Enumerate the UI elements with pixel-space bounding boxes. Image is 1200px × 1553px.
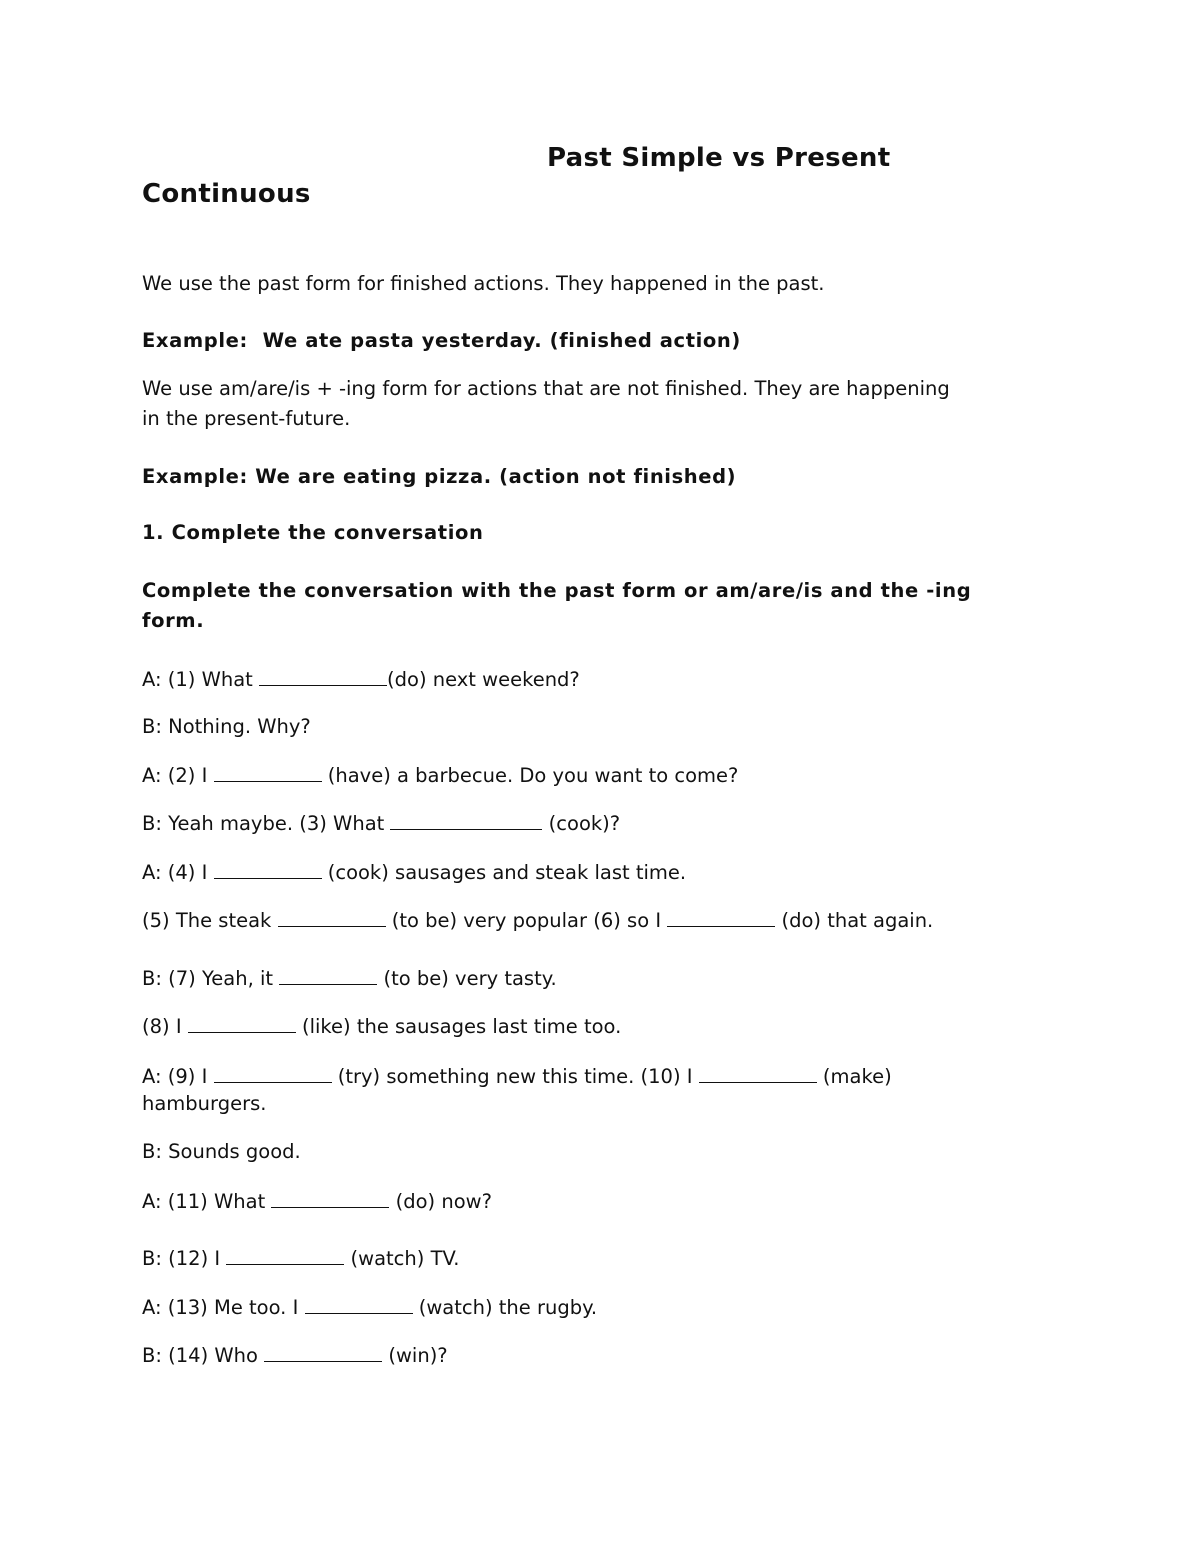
dialogue-line-13	[142, 1246, 460, 1271]
answer-blank-13[interactable]	[305, 1295, 413, 1314]
dialogue-line-1	[142, 667, 580, 692]
dialogue-line-6	[142, 908, 933, 933]
answer-blank-8[interactable]	[188, 1014, 296, 1033]
dialogue-text: B: Yeah maybe. (3) What	[142, 812, 391, 835]
answer-blank-12[interactable]	[226, 1246, 344, 1265]
present-rule-text-line-1: We use am/are/is + -ing form for actions that are not finished. They are happening	[142, 377, 950, 400]
dialogue-text: B: (14) Who	[142, 1344, 265, 1367]
present-rule-text-line-2: in the present-future.	[142, 407, 351, 430]
dialogue-text: B: Nothing. Why?	[142, 715, 311, 738]
answer-blank-6[interactable]	[667, 908, 775, 927]
answer-blank-4[interactable]	[214, 860, 322, 879]
dialogue-line-12	[142, 1189, 492, 1214]
dialogue-text: (cook) sausages and steak last time.	[321, 861, 687, 884]
dialogue-text: (watch) the rugby.	[412, 1296, 598, 1319]
dialogue-text: (to be) very popular (6) so I	[385, 909, 668, 932]
past-rule-text: We use the past form for finished actions. They happened in the past.	[142, 272, 825, 295]
dialogue-line-3	[142, 763, 738, 788]
dialogue-text: A: (9) I	[142, 1065, 214, 1088]
dialogue-text: (to be) very tasty.	[377, 967, 557, 990]
answer-blank-9[interactable]	[214, 1064, 332, 1083]
page-title-line-1: Past Simple vs Present	[547, 143, 891, 173]
dialogue-line-5	[142, 860, 686, 885]
dialogue-text: B: Sounds good.	[142, 1140, 301, 1163]
answer-blank-1[interactable]	[259, 667, 387, 686]
exercise-instruction-line-2: form.	[142, 609, 205, 632]
page-title-line-2: Continuous	[142, 179, 311, 209]
dialogue-text: A: (4) I	[142, 861, 214, 884]
dialogue-line-2	[142, 715, 311, 739]
dialogue-line-4	[142, 811, 620, 836]
dialogue-line-10	[142, 1092, 266, 1116]
dialogue-text: (8) I	[142, 1015, 188, 1038]
answer-blank-10[interactable]	[699, 1064, 817, 1083]
answer-blank-11[interactable]	[271, 1189, 389, 1208]
answer-blank-2[interactable]	[214, 763, 322, 782]
dialogue-text: (cook)?	[542, 812, 621, 835]
dialogue-text: (watch) TV.	[344, 1247, 460, 1270]
dialogue-text: A: (1) What	[142, 668, 260, 691]
dialogue-text: (have) a barbecue. Do you want to come?	[321, 764, 739, 787]
answer-blank-14[interactable]	[264, 1343, 382, 1362]
dialogue-text: A: (13) Me too. I	[142, 1296, 305, 1319]
dialogue-text: hamburgers.	[142, 1092, 267, 1115]
dialogue-line-14	[142, 1295, 597, 1320]
dialogue-text: (do) next weekend?	[387, 668, 580, 691]
dialogue-line-9	[142, 1064, 892, 1089]
exercise-heading: 1. Complete the conversation	[142, 521, 484, 544]
dialogue-line-11	[142, 1140, 301, 1164]
dialogue-text: (win)?	[382, 1344, 448, 1367]
answer-blank-7[interactable]	[279, 966, 377, 985]
past-example-text: Example: We ate pasta yesterday. (finished action)	[142, 329, 741, 352]
dialogue-text: (do) now?	[389, 1190, 492, 1213]
present-example-text: Example: We are eating pizza. (action not finished)	[142, 465, 737, 488]
dialogue-line-8	[142, 1014, 621, 1039]
dialogue-text: (make)	[816, 1065, 892, 1088]
dialogue-text: (like) the sausages last time too.	[295, 1015, 622, 1038]
dialogue-text: A: (2) I	[142, 764, 214, 787]
dialogue-text: B: (12) I	[142, 1247, 227, 1270]
dialogue-text: A: (11) What	[142, 1190, 272, 1213]
dialogue-line-15	[142, 1343, 448, 1368]
answer-blank-5[interactable]	[278, 908, 386, 927]
dialogue-text: (5) The steak	[142, 909, 278, 932]
dialogue-line-7	[142, 966, 557, 991]
dialogue-text: B: (7) Yeah, it	[142, 967, 280, 990]
dialogue-text: (do) that again.	[775, 909, 934, 932]
answer-blank-3[interactable]	[390, 811, 542, 830]
exercise-instruction-line-1: Complete the conversation with the past form or am/are/is and the -ing	[142, 579, 972, 602]
dialogue-text: (try) something new this time. (10) I	[331, 1065, 699, 1088]
